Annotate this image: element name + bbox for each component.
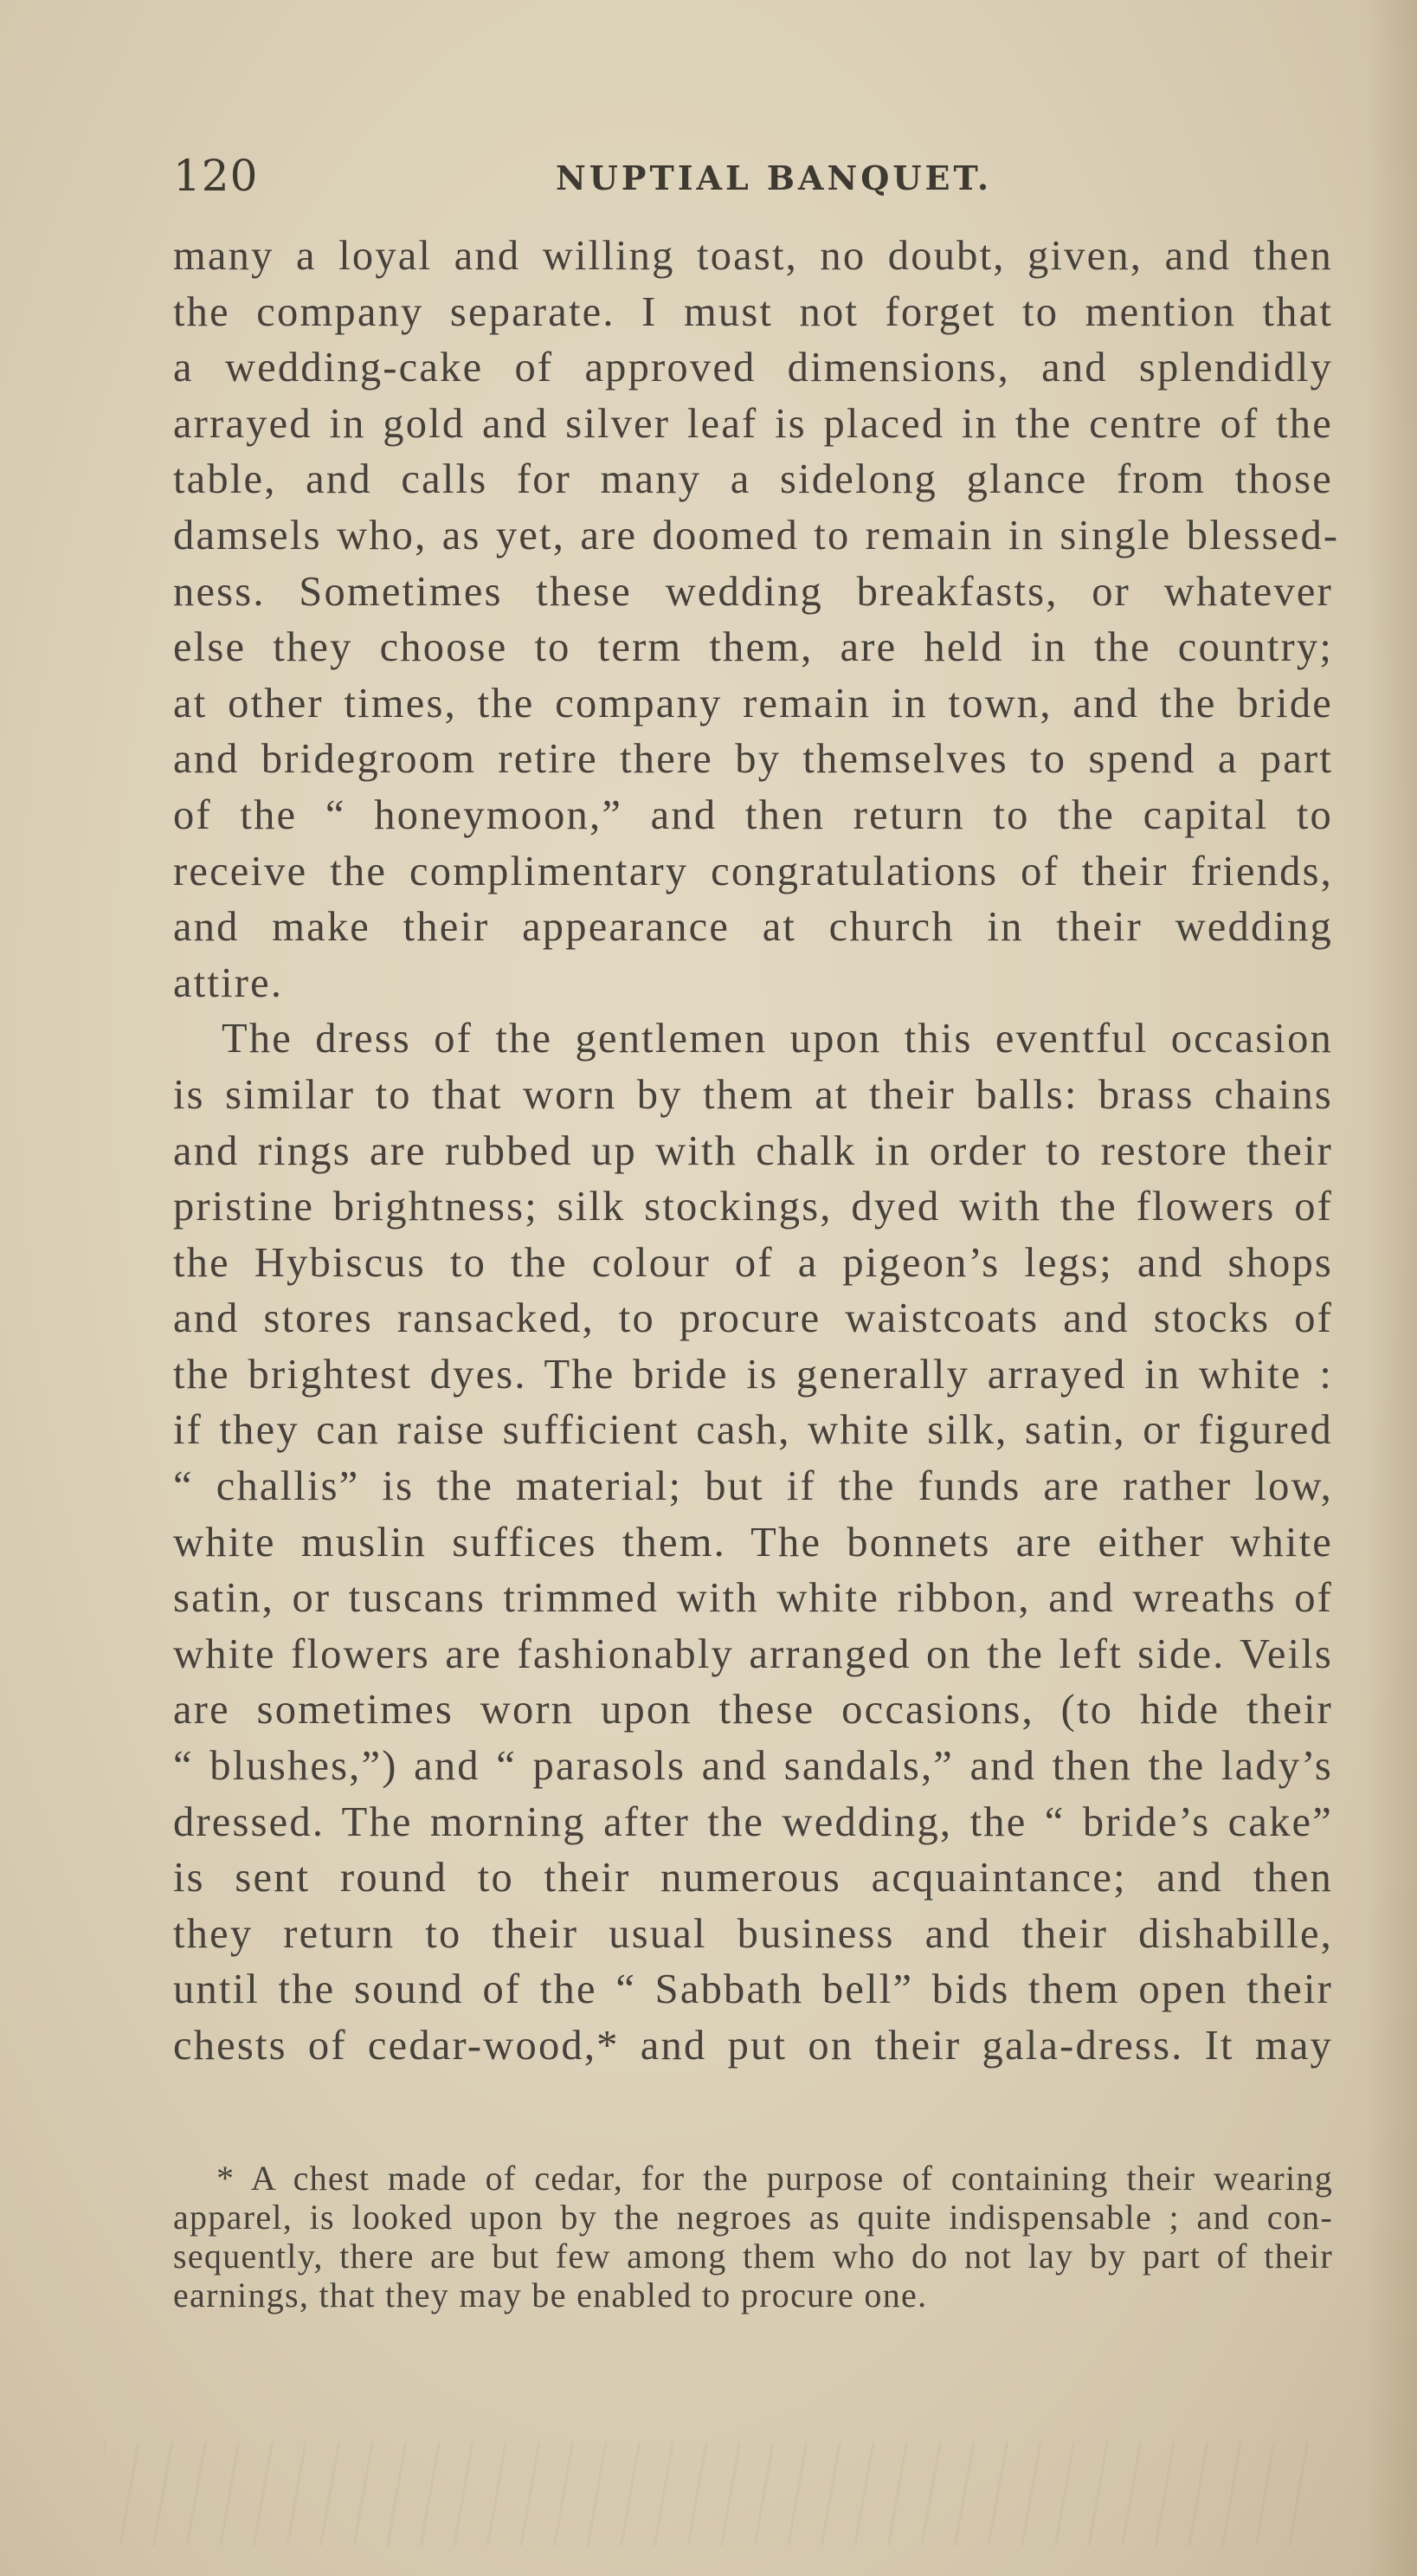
footnote-line: * A chest made of cedar, for the purpose of containing their wearing bbox=[216, 2159, 1333, 2198]
text-line: at other times, the company remain in town, and the bride bbox=[173, 680, 1333, 726]
text-line: white flowers are fashionably arranged on the left side. Veils bbox=[173, 1630, 1333, 1677]
footnote-line: apparel, is looked upon by the negroes as quite indispensable ; and con- bbox=[173, 2198, 1333, 2237]
text-line: is sent round to their numerous acquaintance; and then bbox=[173, 1855, 1333, 1901]
text-line: and bridegroom retire there by themselves to spend a part bbox=[173, 736, 1333, 783]
text-line: of the “ honeymoon,” and then return to the capital to bbox=[173, 791, 1333, 838]
text-line: they return to their usual business and their dishabille, bbox=[173, 1910, 1333, 1957]
footnote bbox=[173, 2159, 1333, 2315]
text-line: else they choose to term them, are held in the country; bbox=[173, 624, 1333, 671]
text-line: many a loyal and willing toast, no doubt, given, and then bbox=[173, 233, 1333, 279]
page-number: 120 bbox=[173, 151, 259, 201]
text-line: and stores ransacked, to procure waistcoats and stocks of bbox=[173, 1295, 1333, 1342]
text-line: if they can raise sufficient cash, white silk, satin, or figured bbox=[173, 1407, 1333, 1454]
text-line: are sometimes worn upon these occasions, (to hide their bbox=[173, 1687, 1333, 1733]
show-through-texture bbox=[104, 2442, 1316, 2546]
text-line: damsels who, as yet, are doomed to remain in single blessed- bbox=[173, 512, 1340, 558]
paragraph-end-line: attire. bbox=[173, 959, 284, 1006]
text-line: the company separate. I must not forget to mention that bbox=[173, 288, 1333, 335]
text-line: and make their appearance at church in their wedding bbox=[173, 904, 1333, 951]
text-line: satin, or tuscans trimmed with white ribbon, and wreaths of bbox=[173, 1575, 1333, 1622]
text-line: pristine brightness; silk stockings, dyed with the flowers of bbox=[173, 1184, 1333, 1230]
text-line: “ blushes,”) and “ parasols and sandals,” and then the lady’s bbox=[173, 1743, 1333, 1790]
text-line: white muslin suffices them. The bonnets are either white bbox=[173, 1519, 1333, 1566]
text-line: “ challis” is the material; but if the funds are rather low, bbox=[173, 1463, 1333, 1510]
text-line: dressed. The morning after the wedding, the “ bride’s cake” bbox=[173, 1798, 1333, 1845]
text-line: a wedding-cake of approved dimensions, and splendidly bbox=[173, 345, 1333, 391]
text-line: table, and calls for many a sidelong glance from those bbox=[173, 456, 1333, 503]
body-text bbox=[173, 229, 1340, 2075]
running-head bbox=[173, 145, 1333, 206]
text-line: the brightest dyes. The bride is generally arrayed in white : bbox=[173, 1351, 1333, 1398]
text-line: the Hybiscus to the colour of a pigeon’s legs; and shops bbox=[173, 1239, 1333, 1286]
text-line: chests of cedar-wood,* and put on their gala-dress. It may bbox=[173, 2023, 1333, 2069]
footnote-line: sequently, there are but few among them who do not lay by part of their bbox=[173, 2237, 1333, 2276]
text-line: ness. Sometimes these wedding breakfasts, or whatever bbox=[173, 568, 1333, 615]
running-title: NUPTIAL BANQUET. bbox=[556, 158, 993, 197]
text-line: arrayed in gold and silver leaf is placed in the centre of the bbox=[173, 400, 1333, 447]
text-line: receive the complimentary congratulations of their friends, bbox=[173, 848, 1333, 894]
text-line: until the sound of the “ Sabbath bell” bids them open their bbox=[173, 1966, 1333, 2013]
paragraph-start-line: The dress of the gentlemen upon this eventful occasion bbox=[222, 1016, 1333, 1062]
text-line: is similar to that worn by them at their balls: brass chains bbox=[173, 1071, 1333, 1118]
footnote-line: earnings, that they may be enabled to procure one. bbox=[173, 2276, 928, 2315]
text-line: and rings are rubbed up with chalk in order to restore their bbox=[173, 1127, 1333, 1174]
